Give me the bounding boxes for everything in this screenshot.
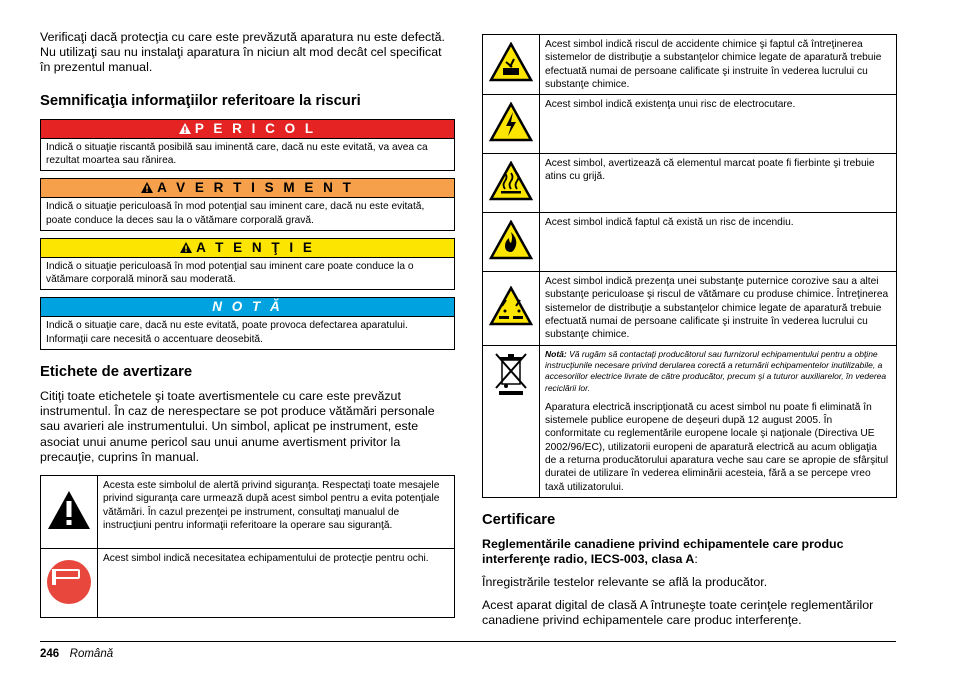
warning-header bbox=[41, 179, 454, 198]
weee-note bbox=[545, 349, 890, 394]
labels-section-title: Etichete de avertizare bbox=[40, 363, 193, 380]
symbol-description: Acesta este simbolul de alertă privind siguranţa. Respectaţi toate mesajele privind siguranţa care urmează după acest simbol pentru a evita potenţiale vătămări. În cazul prezenţei pe instrument, consultaţi manualul de instrucţiuni pentru informaţii referitoare la operare sau siguranţă. bbox=[98, 476, 455, 549]
warning-text: Indică o situaţie periculoasă în mod potenţial sau iminent care, dacă nu este evitată, poate conduce la deces sau la o vătămare corporală gravă. bbox=[46, 201, 425, 226]
certification-title: Certificare bbox=[482, 511, 556, 528]
weee-text: Aparatura electrică inscripţionată cu acest simbol nu poate fi eliminată în sistemele publice europene de deşeuri după 12 august 2005. În conformitate cu reglementările europene locale şi naţionale (Directiva UE 2002/96/EC), utilizatorii europeni de aparatură electrică au acum obligaţia de a returna producătorului aparatura veche sau care se apropie de sfârşitul duratei de utilizare în vederea eliminării acesteia, fără a se percepe vreo taxă utilizatorului. bbox=[545, 401, 889, 493]
left-column bbox=[40, 30, 455, 618]
symbol-description: Acest simbol indică existenţa unui risc de electrocutare. bbox=[540, 95, 897, 154]
table-row bbox=[483, 213, 897, 272]
weee-note-text: Vă rugăm să contactaţi producătorul sau furnizorul echipamentului pentru a obţine instrucţiunile necesare privind derularea corectă a returnării echipamentelor inutilizabile, a accesoriilor electrice livrate de către producător, precum şi a tuturor auxiliarelor, în vederea reciclării lor. bbox=[545, 348, 887, 393]
caution-header bbox=[41, 239, 454, 258]
symbol-description: Acest simbol, avertizează că elementul marcat poate fi fierbinte şi trebuie atins cu grijă. bbox=[540, 154, 897, 213]
electrocution-icon bbox=[483, 95, 540, 154]
chemical-hazard-icon bbox=[483, 35, 540, 95]
danger-text: Indică o situaţie riscantă posibilă sau iminentă care, dacă nu este evitată, va avea ca rezultat moartea sau rănirea. bbox=[46, 141, 428, 166]
page-number: 246 bbox=[40, 648, 60, 660]
intro-paragraph: Verificaţi dacă protecţia cu care este prevăzută aparatura nu este defectă. Nu utilizaţi sau nu instalaţi aparatura în niciun alt mod decât cel specificat în prezentul manual. bbox=[40, 30, 446, 75]
table-row bbox=[41, 549, 455, 618]
warning-box bbox=[40, 178, 455, 231]
table-row bbox=[483, 345, 897, 497]
warning-triangle-icon bbox=[179, 123, 191, 134]
symbol-description: Acest simbol indică faptul că există un risc de incendiu. bbox=[540, 213, 897, 272]
symbol-description: Acest simbol indică riscul de accidente chimice şi faptul că întreţinerea sistemelor de distribuţie a substanţelor chimice legate de aparatură trebuie efectuată numai de persoane calificate şi instruite în vederea lucrului cu substanţe chimice. bbox=[540, 35, 897, 95]
warning-triangle-icon bbox=[180, 242, 192, 253]
weee-note-label: Notă: bbox=[545, 348, 567, 359]
notice-label: N O T Ă bbox=[212, 299, 283, 315]
certification-subtitle bbox=[482, 537, 897, 567]
page-language: Română bbox=[69, 648, 114, 660]
labels-paragraph: Citiţi toate etichetele şi toate avertismentele cu care este prevăzut instrumentul. În caz de nerespectare se pot produce vătămări personale sau avarieri ale instrumentului. Un simbol, aplicat pe instrument, este asociat unui anume pericol sau unui anume avertisment privitor la precauţie, cuprins în manual. bbox=[40, 388, 435, 464]
caution-text: Indică o situaţie periculoasă în mod potenţial sau iminent care poate conduce la o vătămare corporală minoră sau moderată. bbox=[46, 260, 414, 286]
table-row bbox=[483, 35, 897, 95]
notice-header bbox=[41, 298, 454, 317]
notice-text: Indică o situaţie care, dacă nu este evitată, poate provoca defectarea aparatului. Informaţii care necesită o accentuare deosebită. bbox=[46, 320, 408, 345]
warning-label: A V E R T I S M E N T bbox=[157, 180, 354, 196]
right-symbol-table bbox=[482, 34, 897, 498]
left-symbol-table bbox=[40, 475, 455, 618]
warning-triangle-icon bbox=[141, 182, 153, 193]
certification-subtitle-text: Reglementările canadiene privind echipamentele care produc interferenţe radio, IECS-003, clasa A bbox=[482, 536, 844, 567]
certification-p2: Acest aparat digital de clasă A întruneşte toate cerinţele reglementărilor canadiene privind echipamentele care produc interferenţe. bbox=[482, 597, 874, 627]
table-row bbox=[483, 154, 897, 213]
table-row bbox=[483, 272, 897, 345]
certification-subtitle-suffix: : bbox=[694, 552, 698, 567]
page-footer bbox=[40, 641, 896, 662]
symbol-description: Acest simbol indică necesitatea echipamentului de protecţie pentru ochi. bbox=[98, 549, 455, 618]
hazard-list bbox=[40, 119, 455, 350]
hazard-section-title: Semnificaţia informaţiilor referitoare la riscuri bbox=[40, 92, 361, 109]
caution-label: A T E N Ţ I E bbox=[196, 239, 315, 255]
caution-box bbox=[40, 238, 455, 291]
weee-description bbox=[540, 345, 897, 497]
table-row bbox=[41, 476, 455, 549]
notice-box bbox=[40, 297, 455, 350]
right-column bbox=[482, 34, 897, 628]
danger-box bbox=[40, 119, 455, 172]
alert-triangle-icon bbox=[41, 476, 98, 549]
certification-p1: Înregistrările testelor relevante se află la producător. bbox=[482, 575, 768, 590]
table-row bbox=[483, 95, 897, 154]
face-shield-icon bbox=[41, 549, 98, 618]
fire-hazard-icon bbox=[483, 213, 540, 272]
weee-bin-icon bbox=[483, 345, 540, 497]
corrosive-icon bbox=[483, 272, 540, 345]
hot-surface-icon bbox=[483, 154, 540, 213]
symbol-description: Acest simbol indică prezenţa unei substanţe puternice corozive sau a altei substanţe periculoase şi riscul de vătămare cu produse chimice. Întreţinerea sistemelor de distribuţie a substanţelor chimice legate de aparatură trebuie efectuată numai de persoane calificate şi instruite în vederea lucrului cu substanţe chimice. bbox=[540, 272, 897, 345]
danger-header bbox=[41, 120, 454, 139]
danger-label: P E R I C O L bbox=[194, 120, 317, 136]
